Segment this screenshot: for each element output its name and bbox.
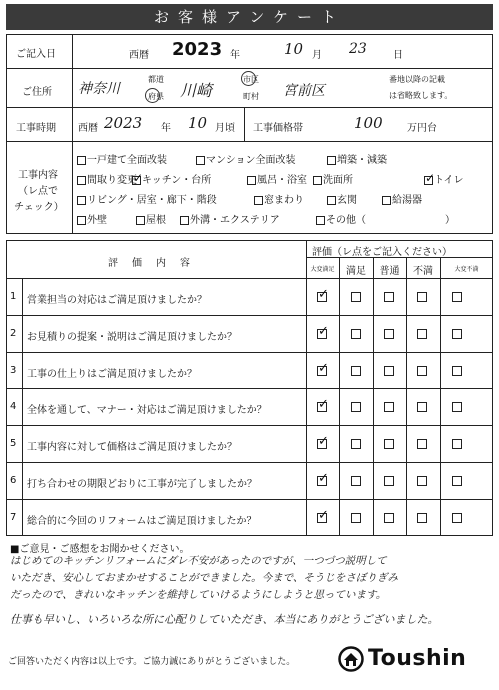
question-number: 2 [10, 327, 17, 339]
work-option-13[interactable] [136, 211, 166, 226]
work-option-label: 玄関 [337, 195, 357, 206]
checkbox-icon[interactable] [77, 196, 86, 205]
comment-line: いただき、安心しておまかせすることができました。今まで、そうじをさぼりぎみ [10, 572, 398, 584]
rating-checkbox[interactable] [351, 513, 361, 523]
checked-rating-checkbox[interactable] [317, 287, 329, 302]
question-number: 7 [10, 511, 17, 523]
work-option-label: 一戸建て全面改装 [87, 155, 167, 166]
rating-column-1: 満足 [346, 266, 366, 277]
checkbox-icon[interactable] [77, 156, 86, 165]
content-label-2: （レ点で [18, 186, 58, 197]
content-label-3: チェック） [14, 202, 64, 213]
rating-column-3: 不満 [413, 266, 433, 277]
address-note-2: は省略致します。 [389, 91, 453, 100]
check-mark-icon: ✓ [318, 323, 329, 339]
rating-checkbox[interactable] [452, 513, 462, 523]
price-unit: 万円台 [407, 123, 437, 134]
work-option-5[interactable] [247, 171, 307, 186]
checked-checkbox-icon[interactable] [132, 170, 144, 185]
rating-checkbox[interactable] [452, 292, 462, 302]
question-text: 工事の仕上りはご満足頂けましたか？ [27, 368, 197, 380]
checkbox-icon[interactable] [382, 196, 391, 205]
work-option-10[interactable] [327, 191, 357, 206]
rating-checkbox[interactable] [351, 329, 361, 339]
checked-rating-checkbox[interactable] [317, 507, 329, 523]
eval-row-divider [6, 462, 493, 463]
checkbox-icon[interactable] [313, 176, 322, 185]
question-text: 総合的に今回のリフォームはご満足頂けましたか？ [27, 515, 257, 527]
rating-checkbox[interactable] [452, 439, 462, 449]
work-option-label: 風呂・浴室 [257, 175, 307, 186]
work-option-label: 外溝・エクステリア [190, 215, 280, 226]
work-option-label: 窓まわり [264, 195, 304, 206]
check-mark-icon: ✓ [425, 170, 436, 185]
question-text: 全体を通して、マナー・対応はご満足頂けましたか？ [27, 405, 267, 417]
eval-col-divider [440, 257, 441, 536]
work-option-label: 増築・減築 [337, 155, 387, 166]
rating-checkbox[interactable] [417, 402, 427, 412]
work-option-label: マンション全面改装 [206, 155, 296, 166]
date-month-unit: 月 [312, 50, 322, 61]
question-text: 営業担当の対応はご満足頂けましたか？ [27, 295, 207, 306]
footer-note: ご回答いただく内容は以上です。ご協力誠にありがとうございました。 [8, 657, 296, 667]
checked-checkbox-icon[interactable] [424, 170, 436, 185]
checkbox-icon[interactable] [327, 156, 336, 165]
date-day-unit: 日 [393, 50, 403, 61]
question-number: 1 [10, 291, 17, 302]
work-option-9[interactable] [254, 191, 304, 206]
question-text: 工事内容に対して価格はご満足頂けましたか？ [27, 442, 237, 454]
eval-row-divider [6, 315, 493, 316]
checked-rating-checkbox[interactable] [317, 434, 329, 450]
checkbox-icon[interactable] [77, 176, 86, 185]
checked-rating-checkbox[interactable] [317, 397, 329, 413]
checked-rating-checkbox[interactable] [317, 471, 329, 486]
row-divider [6, 68, 493, 69]
city-suffix-top: 市区 [243, 75, 259, 84]
check-mark-icon: ✓ [318, 397, 329, 413]
price-label: 工事価格帯 [253, 123, 303, 134]
checkbox-icon[interactable] [316, 216, 325, 225]
work-option-label: 間取り変更 [87, 175, 137, 186]
eval-col-divider [373, 257, 374, 536]
rating-checkbox[interactable] [384, 329, 394, 339]
address-label: ご住所 [22, 87, 52, 98]
work-option-0[interactable] [77, 151, 167, 166]
date-month[interactable]: 10 [284, 40, 304, 58]
rating-column-0: 大変満足 [310, 266, 335, 273]
question-number: 5 [10, 438, 17, 450]
eval-header-divider [6, 278, 493, 279]
city-circle-mark [241, 71, 256, 86]
address-ward[interactable]: 宮前区 [283, 83, 325, 99]
work-option-label: 洗面所 [323, 175, 353, 186]
period-month-unit: 月頃 [215, 123, 235, 134]
question-number: 4 [10, 401, 17, 413]
content-label-1: 工事内容 [18, 170, 58, 181]
rating-checkbox[interactable] [452, 476, 462, 486]
check-mark-icon: ✓ [318, 360, 329, 376]
check-mark-icon: ✓ [133, 170, 144, 185]
toushin-logo-icon [338, 646, 364, 672]
work-option-15[interactable] [316, 211, 366, 226]
question-number: 6 [10, 475, 17, 486]
period-label: 工事時期 [16, 123, 56, 134]
date-year-unit: 年 [230, 50, 240, 61]
other-close: ） [445, 215, 455, 226]
eval-header-rating: 評価（レ点をご記入ください） [312, 247, 452, 258]
checkbox-icon[interactable] [77, 216, 86, 225]
pref-suffix-bottom: 府県 [148, 92, 164, 101]
work-option-label: トイレ [434, 175, 464, 186]
eval-header-content: 評 価 内 容 [108, 258, 192, 269]
address-note-1: 番地以降の記載 [389, 75, 445, 84]
work-option-7[interactable] [424, 171, 464, 186]
rating-checkbox[interactable] [351, 439, 361, 449]
rating-checkbox[interactable] [351, 366, 361, 376]
work-option-label: 給湯器 [392, 195, 422, 206]
work-option-label: リビング・居室・廊下・階段 [87, 195, 217, 206]
eval-row-divider [6, 499, 493, 500]
eval-row-divider [6, 352, 493, 353]
survey-title: お客様アンケート [6, 4, 493, 30]
period-year[interactable]: 2023 [104, 114, 143, 132]
check-mark-icon: ✓ [318, 507, 329, 523]
comments-heading: ■ご意見・ご感想をお聞かせください。 [10, 544, 190, 555]
rating-checkbox[interactable] [417, 329, 427, 339]
rating-checkbox[interactable] [417, 439, 427, 449]
address-city[interactable]: 川崎 [180, 81, 213, 100]
work-option-label: キッチン・台所 [142, 175, 212, 186]
eval-row-divider [6, 388, 493, 389]
period-divider [244, 107, 245, 141]
work-option-14[interactable] [180, 211, 280, 226]
info-table-divider [72, 34, 73, 234]
rating-checkbox[interactable] [417, 513, 427, 523]
rating-checkbox[interactable] [452, 402, 462, 412]
question-text: お見積りの提案・説明はご満足頂けましたか？ [27, 331, 237, 343]
rating-checkbox[interactable] [351, 292, 361, 302]
check-mark-icon: ✓ [318, 471, 329, 486]
city-suffix-bottom: 町村 [243, 92, 259, 101]
address-prefecture[interactable]: 神奈川 [78, 81, 120, 97]
date-label: ご記入日 [16, 49, 56, 60]
rating-checkbox[interactable] [351, 476, 361, 486]
comment-line: 仕事も早いし、いろいろな所に心配りしていただき、本当にありがとうございました。 [10, 613, 439, 626]
rating-checkbox[interactable] [384, 513, 394, 523]
work-option-label: その他（ [326, 215, 366, 226]
period-year-unit: 年 [161, 123, 171, 134]
eval-num-divider [22, 278, 23, 536]
question-number: 3 [10, 364, 17, 376]
row-divider [6, 141, 493, 142]
checkbox-icon[interactable] [327, 196, 336, 205]
check-mark-icon: ✓ [318, 287, 329, 302]
question-text: 打ち合わせの期限どおりに工事が完了しましたか？ [27, 479, 257, 490]
checkbox-icon[interactable] [136, 216, 145, 225]
rating-checkbox[interactable] [384, 366, 394, 376]
rating-column-2: 普通 [379, 266, 400, 277]
work-option-11[interactable] [382, 191, 422, 206]
rating-checkbox[interactable] [417, 292, 427, 302]
work-option-label: 屋根 [146, 215, 166, 226]
checkbox-icon[interactable] [247, 176, 256, 185]
work-option-1[interactable] [196, 151, 296, 166]
checked-rating-checkbox[interactable] [317, 323, 329, 339]
rating-column-4: 大変不満 [454, 266, 479, 273]
work-option-12[interactable] [77, 211, 107, 226]
checked-rating-checkbox[interactable] [317, 360, 329, 376]
work-option-6[interactable] [313, 171, 353, 186]
eval-col-divider [406, 257, 407, 536]
checkbox-icon[interactable] [196, 156, 205, 165]
pref-circle-mark [145, 88, 160, 103]
rating-checkbox[interactable] [384, 476, 394, 486]
date-era: 西暦 [129, 50, 149, 61]
price-value[interactable]: 100 [354, 114, 383, 132]
work-option-4[interactable] [132, 171, 211, 186]
period-era: 西暦 [78, 123, 98, 134]
eval-row-divider [6, 425, 493, 426]
date-day[interactable]: 23 [349, 41, 367, 57]
work-option-label: 外壁 [87, 215, 107, 226]
rating-checkbox[interactable] [452, 329, 462, 339]
rating-checkbox[interactable] [417, 476, 427, 486]
rating-checkbox[interactable] [417, 366, 427, 376]
comment-line: はじめてのキッチンリフォームにダレ不安があったのですが、一つづつ説明して [10, 555, 387, 567]
date-year: 2023 [172, 39, 223, 60]
comment-line: だったので、きれいなキッチンを維持していけるようにしようと思っています。 [10, 589, 387, 601]
rating-checkbox[interactable] [384, 402, 394, 412]
checkbox-icon[interactable] [180, 216, 189, 225]
checkbox-icon[interactable] [254, 196, 263, 205]
check-mark-icon: ✓ [318, 434, 329, 450]
pref-suffix-top: 都道 [148, 75, 164, 84]
rating-checkbox[interactable] [384, 439, 394, 449]
row-divider [6, 107, 493, 108]
eval-col-divider [339, 257, 340, 536]
rating-checkbox[interactable] [384, 292, 394, 302]
rating-checkbox[interactable] [351, 402, 361, 412]
work-option-3[interactable] [77, 171, 137, 186]
rating-checkbox[interactable] [452, 366, 462, 376]
work-option-2[interactable] [327, 151, 387, 166]
toushin-logo: Toushin [368, 646, 467, 671]
work-option-8[interactable] [77, 191, 217, 206]
period-month[interactable]: 10 [188, 114, 208, 132]
